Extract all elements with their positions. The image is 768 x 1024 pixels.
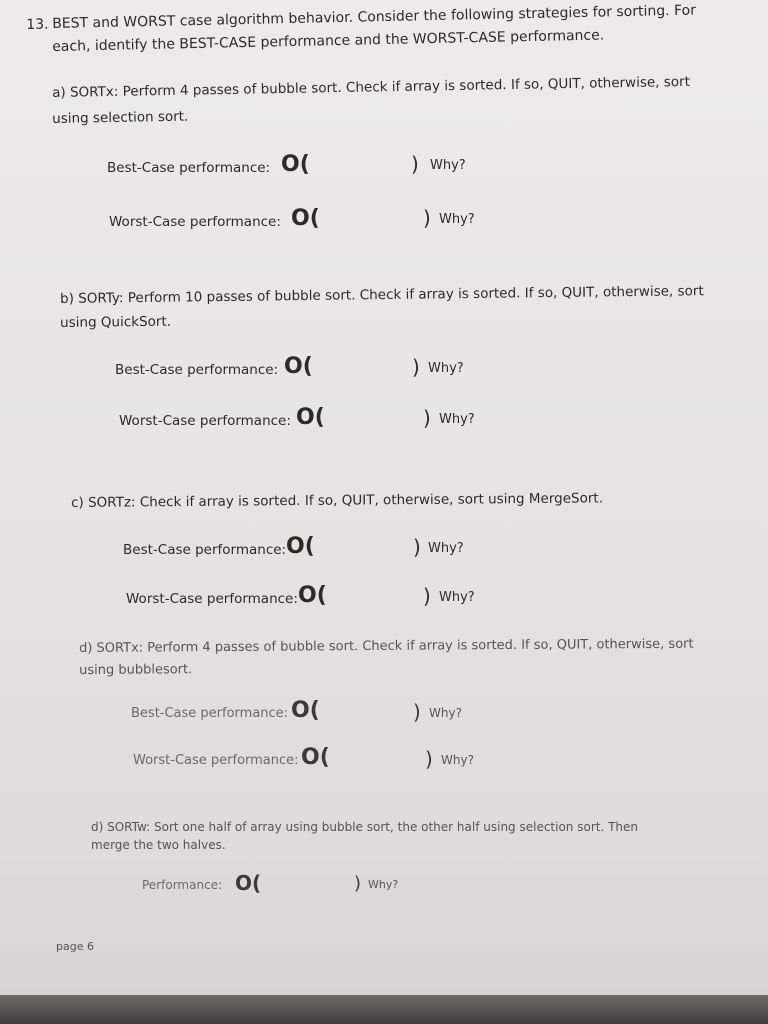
question-line-1: BEST and WORST case algorithm behavior. Consider the following strategies for sorting. For xyxy=(52,2,697,32)
part-a-best-big-o: O( xyxy=(281,152,310,177)
part-c-line-1: c) SORTz: Check if array is sorted. If so, QUIT, otherwise, sort using MergeSort. xyxy=(71,490,604,511)
part-d-best-label: Best-Case performance: xyxy=(131,706,289,721)
part-b-best-big-o: O( xyxy=(284,354,313,379)
part-a-line-2: using selection sort. xyxy=(52,108,189,127)
part-a-worst-why: Why? xyxy=(439,212,475,227)
part-c-best-close-paren: ) xyxy=(413,535,421,559)
part-a-best-why: Why? xyxy=(430,158,466,173)
part-b-worst-label: Worst-Case performance: xyxy=(119,413,291,429)
part-a-best-close-paren: ) xyxy=(411,152,419,176)
part-b-line-1: b) SORTy: Perform 10 passes of bubble sort. Check if array is sorted. If so, QUIT, otherwise, sort xyxy=(60,283,704,307)
part-c-worst-why: Why? xyxy=(439,590,475,605)
part-d-best-close-paren: ) xyxy=(413,700,421,724)
page-bottom-shadow xyxy=(0,995,768,1024)
part-d-line-2: using bubblesort. xyxy=(79,662,193,678)
part-a-worst-label: Worst-Case performance: xyxy=(109,214,281,230)
part-c-worst-close-paren: ) xyxy=(423,584,431,608)
part-a-line-1: a) SORTx: Perform 4 passes of bubble sort. Check if array is sorted. If so, QUIT, otherwise, sort xyxy=(52,73,691,101)
part-b-worst-close-paren: ) xyxy=(423,406,431,430)
page-number: page 6 xyxy=(56,940,94,953)
part-d-worst-label: Worst-Case performance: xyxy=(133,753,299,768)
part-d-sortw-close-paren: ) xyxy=(354,873,362,894)
part-b-best-why: Why? xyxy=(428,361,464,376)
part-d-sortw-line-2: merge the two halves. xyxy=(91,838,226,852)
part-b-line-2: using QuickSort. xyxy=(60,313,172,331)
question-line-2: each, identify the BEST-CASE performance and the WORST-CASE performance. xyxy=(52,27,605,55)
part-b-worst-big-o: O( xyxy=(296,405,325,430)
part-c-best-big-o: O( xyxy=(286,534,315,559)
part-b-best-label: Best-Case performance: xyxy=(115,362,279,378)
part-d-sortw-perf-label: Performance: xyxy=(142,878,223,892)
part-b-best-close-paren: ) xyxy=(412,355,420,379)
part-d-best-why: Why? xyxy=(429,706,462,720)
part-d-worst-big-o: O( xyxy=(301,745,330,770)
part-a-worst-close-paren: ) xyxy=(423,206,431,230)
part-c-best-label: Best-Case performance: xyxy=(123,542,287,558)
part-c-worst-big-o: O( xyxy=(298,583,327,608)
part-d-worst-why: Why? xyxy=(441,753,474,767)
part-d-line-1: d) SORTx: Perform 4 passes of bubble sort. Check if array is sorted. If so, QUIT, otherwise, sort xyxy=(79,636,694,656)
part-c-best-why: Why? xyxy=(428,541,464,556)
part-d-worst-close-paren: ) xyxy=(425,747,433,771)
part-d-sortw-why: Why? xyxy=(368,878,399,891)
part-a-worst-big-o: O( xyxy=(291,206,320,231)
part-d-sortw-big-o: O( xyxy=(235,871,262,895)
part-d-best-big-o: O( xyxy=(291,698,320,723)
part-b-worst-why: Why? xyxy=(439,412,475,427)
question-number: 13. xyxy=(26,16,49,33)
part-a-best-label: Best-Case performance: xyxy=(107,160,271,176)
part-d-sortw-line-1: d) SORTw: Sort one half of array using bubble sort, the other half using selection sort. Then xyxy=(91,820,639,834)
part-c-worst-label: Worst-Case performance: xyxy=(126,591,298,607)
